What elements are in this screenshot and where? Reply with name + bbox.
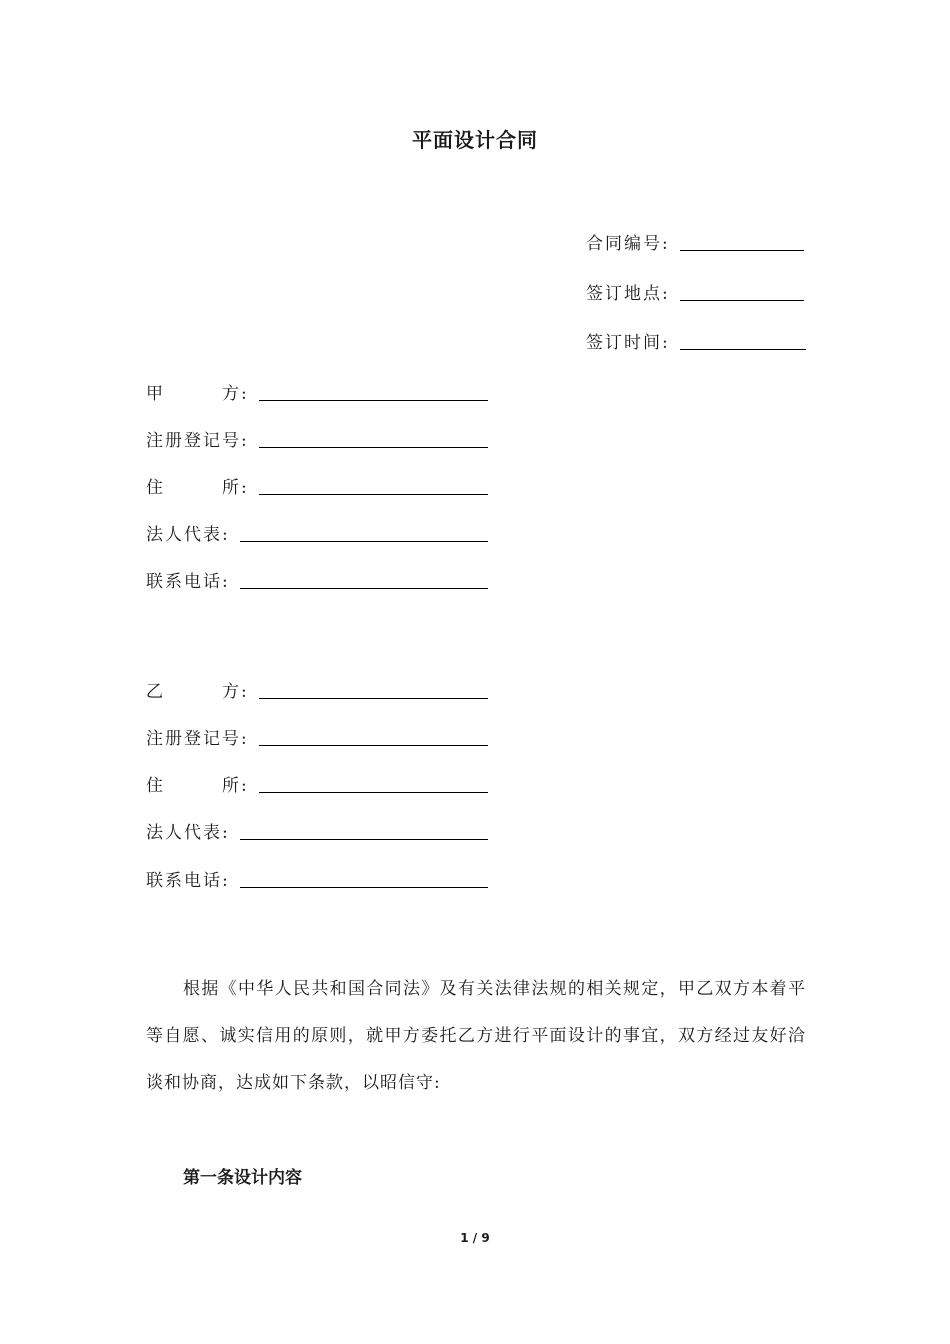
intro-paragraph: 根据《中华人民共和国合同法》及有关法律法规的相关规定，甲乙双方本着平等自愿、诚实信用的原则，就甲方委托乙方进行平面设计的事宜，双方经过友好洽谈和协商，达成如下条款，以昭信守:	[146, 979, 806, 1093]
section-heading: 第一条设计内容	[183, 1168, 302, 1188]
document-title: 平面设计合同	[412, 128, 538, 152]
fill-in-line	[259, 447, 488, 448]
page-number: 1 / 9	[460, 1231, 490, 1245]
fill-in-line	[680, 349, 806, 350]
field-label: 注册登记号:	[146, 729, 249, 749]
fill-in-line	[680, 250, 804, 251]
field-label: 住 所:	[146, 478, 249, 498]
field-label: 住 所:	[146, 776, 249, 796]
meta-signing-time	[586, 328, 670, 352]
fill-in-line	[259, 400, 488, 401]
fill-in-line	[240, 887, 488, 888]
meta-label: 签订地点:	[586, 284, 670, 304]
meta-label: 签订时间:	[586, 333, 670, 353]
fill-in-line	[259, 745, 488, 746]
field-label: 甲 方:	[146, 384, 249, 404]
field-label: 联系电话:	[146, 572, 230, 592]
fill-in-line	[259, 792, 488, 793]
fill-in-line	[259, 698, 488, 699]
field-label: 注册登记号:	[146, 431, 249, 451]
fill-in-line	[240, 839, 488, 840]
fill-in-line	[259, 494, 488, 495]
fill-in-line	[240, 541, 488, 542]
meta-contract-number	[586, 229, 670, 253]
meta-signing-place	[586, 279, 670, 303]
field-label: 法人代表:	[146, 823, 230, 843]
meta-label: 合同编号:	[586, 234, 670, 254]
fill-in-line	[240, 588, 488, 589]
fill-in-line	[680, 300, 804, 301]
field-label: 乙 方:	[146, 682, 249, 702]
field-label: 法人代表:	[146, 525, 230, 545]
field-label: 联系电话:	[146, 871, 230, 891]
